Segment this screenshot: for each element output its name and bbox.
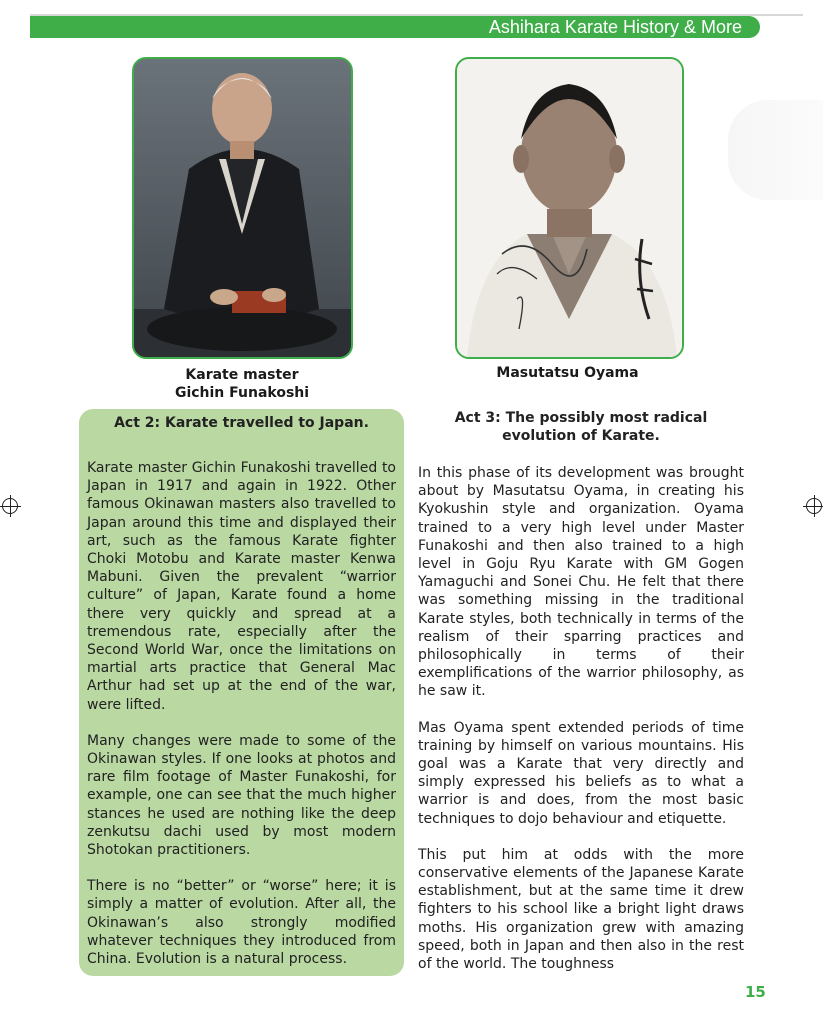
registration-mark-icon [806,498,822,514]
paragraph: Many changes were made to some of the Okinawan styles. If one looks at photos and rare film footage of Master Funakoshi, for example, one can see that the much higher stances he used are nothing like the deep zenkutsu dachi used by most modern Shotokan practitioners. [87,732,396,859]
portrait-oyama-illustration [457,59,682,357]
paragraph: This put him at odds with the more conservative elements of the Japanese Karate establishment, but at the same time it drew fighters to his school like a bright light draws moths. His organization grew with amazing speed, both in Japan and then also in the rest of the world. The toughness [418,846,744,973]
header-title: Ashihara Karate History & More [488,17,742,37]
header-banner [30,16,760,38]
act2-heading: Act 2: Karate travelled to Japan. [114,415,369,431]
portrait-funakoshi-illustration [134,59,351,357]
act2-body [87,459,396,986]
act3-heading: Act 3: The possibly most radical evolution of Karate. [454,410,708,444]
photo-gichin-funakoshi [132,57,353,359]
photo-caption-funakoshi [132,366,352,402]
paragraph: In this phase of its development was brought about by Masutatsu Oyama, in creating his Kyokushin style and organization. Oyama trained to a very high level under Master Funakoshi and then also trained to a high level in Goju Ryu Karate with GM Gogen Yamaguchi and Sonei Chu. He felt that there was something missing in the traditional Karate styles, both technically in terms of the realism of their sparring practices and philosophically in terms of their exemplifications of the warrior philosophy, as he saw it. [418,465,744,700]
paragraph: Mas Oyama spent extended periods of time training by himself on various mountains. His goal was a Karate that very directly and simply expressed his beliefs as to what a warrior is and does, from the most basic techniques to dojo behaviour and etiquette. [418,719,744,827]
act3-body [418,464,744,975]
page-number: 15 [745,983,766,1001]
registration-mark-icon [2,498,18,514]
paragraph: There is no “better” or “worse” here; it is simply a matter of evolution. After all, the Okinawan’s also strongly modified whatever techniques they introduced from China. Evolution is a natural process. [87,878,396,968]
photo-caption-oyama: Masutatsu Oyama [496,365,639,381]
caption-line: Karate master [185,367,299,383]
photo-masutatsu-oyama [455,57,684,359]
decorative-shape [728,100,823,200]
paragraph: Karate master Gichin Funakoshi travelled to Japan in 1917 and again in 1922. Other famous Okinawan masters also travelled to Japan around this time and displayed their art, such as the famous Karate fighter Choki Motobu and Karate master Kenwa Mabuni. Given the prevalent “warrior culture” of Japan, Karate found a home there very quickly and spread at a tremendous rate, especially after the Second World War, once the limitations on martial arts practice that General Mac Arthur had set up at the end of the war, were lifted. [87,460,396,713]
caption-line: Gichin Funakoshi [174,385,310,401]
